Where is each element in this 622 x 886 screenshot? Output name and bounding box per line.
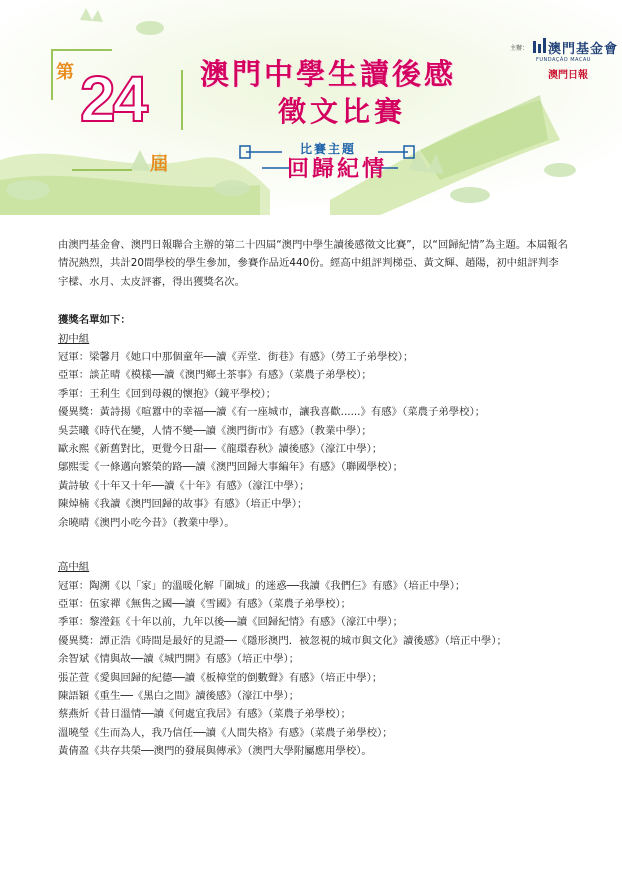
list-item: 冠軍：梁馨月《她口中那個童年──讀《弄堂．街巷》有感》（勞工子弟學校）； <box>58 351 414 364</box>
sponsor-fund-subtitle: FUNDAÇÃO MACAU <box>536 57 591 63</box>
title-line2: 徵文比賽 <box>278 95 407 128</box>
list-item: 優異獎：黃詩揚《喧囂中的幸福──讀《有一座城市，讓我喜歡......》有感》（菜農子弟學校）； <box>58 406 486 419</box>
theme-label: 比賽主題 <box>300 142 357 156</box>
theme-text: 回歸紀情 <box>287 157 388 182</box>
list-item: 歐永熙《新舊對比，更覺今日甜──《龍環舂秋》讀後感》（濠江中學）； <box>58 443 383 456</box>
list-item: 余曉晴《澳門小吃今昔》（教業中學）。 <box>58 516 235 529</box>
list-item: 亞軍：伍家禪《無售之國──讀《雪國》有感》（菜農子弟學校）； <box>58 597 352 610</box>
junior-winner-list <box>58 348 568 532</box>
list-item: 余智斌《情與故──讀《城門開》有感》（培正中學）； <box>58 653 300 666</box>
list-item: 鄔熙雯《一條邁向繁榮的路──讀《澳門回歸大事編年》有感》（聯國學校）； <box>58 461 403 474</box>
header-banner <box>0 0 622 215</box>
intro-paragraph: 由澳門基金會、澳門日報聯合主辦的第二十四屆“澳門中學生讀後感徵文比賽”，以“回歸紀情”為主題。本屆報名情況熱烈，共計20間學校的學生參加，參賽作品近440份。經高中組評判梯亞、黃文輝、趙陽，初中組評判李宇樑、水月、太皮評審，得出獲獎名次。 <box>58 239 568 288</box>
senior-group-label: 高中組 <box>58 561 90 574</box>
senior-winner-list <box>58 577 568 761</box>
ordinal-number: 24 <box>80 63 146 135</box>
list-item: 溫曉瑩《生而為人，我乃信任──讀《人間失格》有感》（菜農子弟學校）； <box>58 726 393 739</box>
list-item: 蔡燕炘《昔日溫情──讀《何處宜我居》有感》（菜農子弟學校）； <box>58 708 352 721</box>
sponsor-block <box>510 38 620 63</box>
list-item: 吳芸曦《時代在變，人情不變──讀《澳門街市》有感》（教業中學）； <box>58 424 372 437</box>
list-item: 亞軍：談芷晴《模樣──讀《澳門鄉土茶事》有感》（菜農子弟學校）； <box>58 369 372 382</box>
list-item: 優異獎：譚正浩《時間是最好的見證──《隱形澳門．被忽視的城市與文化》讀後感》（培正中學）； <box>58 634 507 647</box>
junior-group-label: 初中組 <box>58 332 90 345</box>
list-item: 張芷萱《愛與回歸的紀德──讀《板樟堂的倒數聲》有感》（培正中學）； <box>58 671 383 684</box>
list-item: 黃倩盈《共存共榮──澳門的發展與傳承》（澳門大學附屬應用學校）。 <box>58 745 372 758</box>
sponsor-paper-name: 澳門日報 <box>548 70 588 81</box>
list-item: 陳焯楠《我讀《澳門回歸的故事》有感》（培正中學）； <box>58 498 308 511</box>
list-item: 黃詩敏《十年又十年──讀《十年》有感》（濠江中學）； <box>58 479 310 492</box>
list-item: 季軍：王利生《回到母親的懷抱》（鏡平學校）； <box>58 387 277 400</box>
title-line1: 澳門中學生讀後感 <box>200 57 457 91</box>
sponsor-fund-name: 澳門基金會 <box>548 42 619 57</box>
section-spacer <box>58 532 568 558</box>
ordinal-suffix: 屆 <box>150 154 168 175</box>
sponsor-prefix: 主辦： <box>510 45 529 52</box>
sponsor-fund-line <box>510 38 620 57</box>
winners-heading: 獲獎名單如下： <box>58 314 131 327</box>
article-body <box>58 236 568 761</box>
list-item: 冠軍：陶溯《以「家」的溫暖化解「圍城」的迷惑──我讀《我們仨》有感》（培正中學）； <box>58 579 466 592</box>
list-item: 陳語穎《重生──《黑白之間》讀後感》（濠江中學）； <box>58 689 300 702</box>
ordinal-prefix: 第 <box>56 62 74 83</box>
list-item: 季軍：黎瀅鈺《十年以前，九年以後──讀《回歸紀情》有感》（濠江中學）； <box>58 616 403 629</box>
